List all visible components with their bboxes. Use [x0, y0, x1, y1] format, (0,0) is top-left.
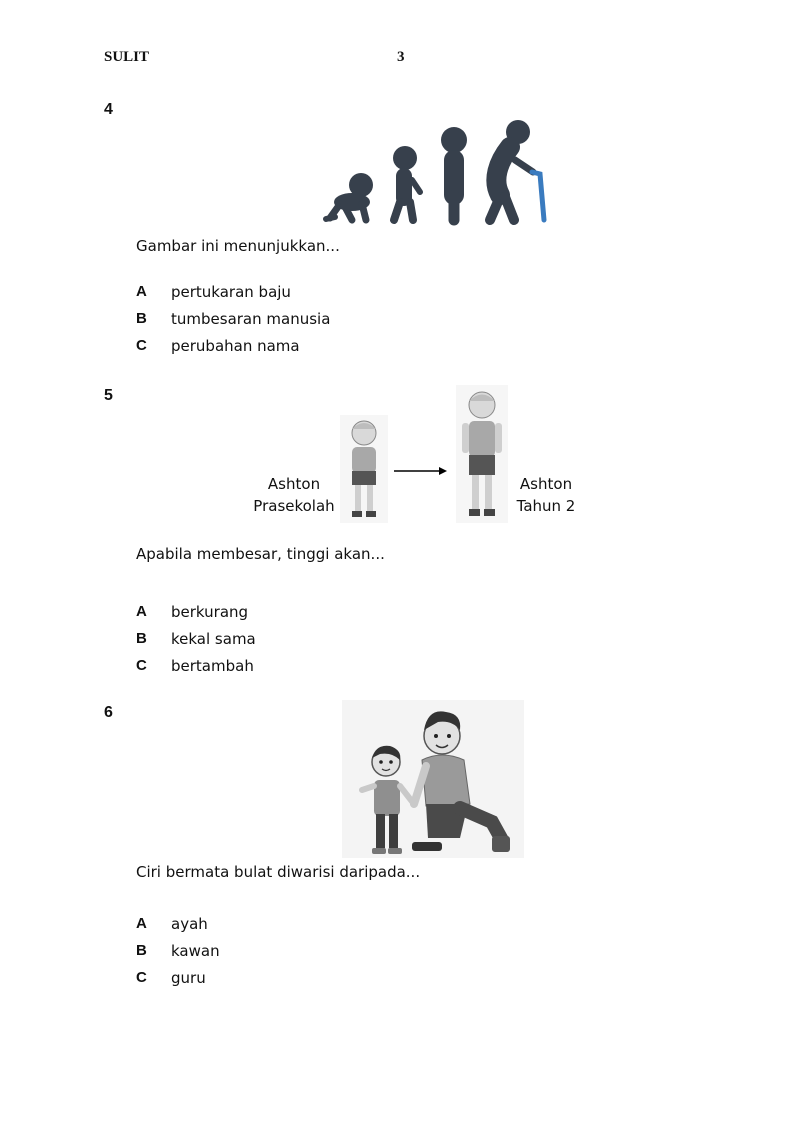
- question-prompt: Ciri bermata bulat diwarisi daripada...: [136, 863, 421, 881]
- option-letter: C: [136, 657, 147, 674]
- option-letter: B: [136, 942, 147, 959]
- option-c[interactable]: [136, 655, 436, 677]
- option-text: pertukaran baju: [171, 283, 291, 301]
- page-number: 3: [397, 49, 405, 65]
- cane-icon: [532, 172, 544, 220]
- question-number-6: 6: [104, 704, 113, 721]
- question-number-4: 4: [104, 101, 113, 118]
- option-a[interactable]: [136, 601, 436, 623]
- human-growth-stages-illustration: [300, 92, 560, 232]
- question-prompt: Apabila membesar, tinggi akan...: [136, 545, 385, 563]
- option-text: bertambah: [171, 657, 254, 675]
- boy-preschool-image: [340, 415, 388, 523]
- option-letter: A: [136, 603, 147, 620]
- question-prompt: Gambar ini menunjukkan...: [136, 237, 340, 255]
- father-and-son-illustration: [342, 700, 524, 858]
- option-letter: B: [136, 310, 147, 327]
- option-c[interactable]: [136, 335, 436, 357]
- growth-arrow-icon: [392, 464, 450, 478]
- option-letter: C: [136, 337, 147, 354]
- option-text: ayah: [171, 915, 208, 933]
- elderly-icon: [490, 120, 533, 220]
- option-b[interactable]: [136, 940, 436, 962]
- option-text: guru: [171, 969, 206, 987]
- right-name-label: Ashton: [519, 475, 573, 493]
- child-icon: [393, 146, 420, 220]
- option-text: kawan: [171, 942, 220, 960]
- option-b[interactable]: [136, 628, 436, 650]
- adult-icon: [441, 127, 467, 220]
- option-text: kekal sama: [171, 630, 256, 648]
- question-number-5: 5: [104, 387, 113, 404]
- left-stage-label: Prasekolah: [253, 497, 335, 515]
- option-letter: B: [136, 630, 147, 647]
- left-name-label: Ashton: [267, 475, 321, 493]
- option-letter: A: [136, 915, 147, 932]
- right-stage-label: Tahun 2: [516, 497, 576, 515]
- option-a[interactable]: [136, 913, 436, 935]
- option-letter: C: [136, 969, 147, 986]
- option-c[interactable]: [136, 967, 436, 989]
- header-sulit: SULIT: [104, 49, 150, 65]
- baby-icon: [326, 173, 373, 220]
- option-text: perubahan nama: [171, 337, 300, 355]
- option-letter: A: [136, 283, 147, 300]
- option-a[interactable]: [136, 281, 436, 303]
- option-text: berkurang: [171, 603, 249, 621]
- option-text: tumbesaran manusia: [171, 310, 331, 328]
- option-b[interactable]: [136, 308, 436, 330]
